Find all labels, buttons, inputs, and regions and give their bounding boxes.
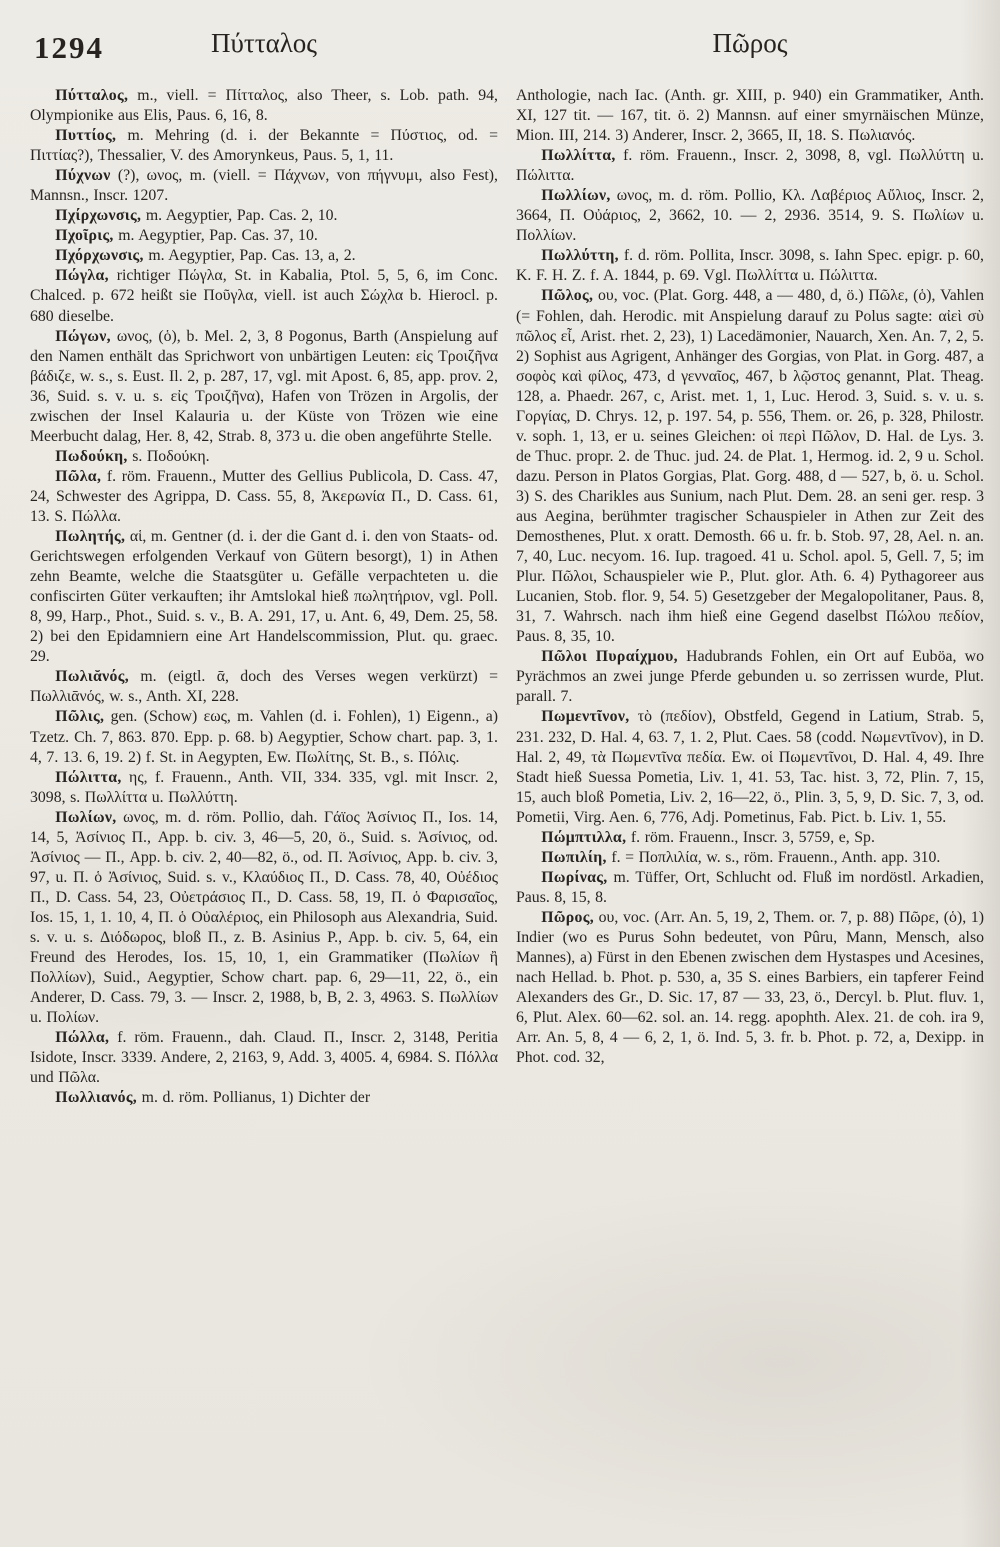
entry-polianos [30, 667, 498, 707]
entry-porinas [516, 868, 984, 908]
entry-pyttios [30, 126, 498, 166]
entry-body: m. Tüffer, Ort, Schlucht od. Fluß im nordöstl. Arkadien, Paus. 8, 15, 8. [516, 868, 984, 906]
entry-poletes [30, 527, 498, 667]
entry-headword: Πῶλοι Πυραίχμου, [541, 648, 678, 666]
entry-politta [30, 768, 498, 808]
entry-headword: Πωλιᾰνός, [55, 668, 129, 686]
entry-body: m. Mehring (d. i. der Bekannte = Πύστιος, od. = Πιττίας?), Thessalier, V. des Amorynkeus, Paus. 5, 1, 11. [30, 127, 498, 165]
entry-body: f. röm. Frauenn., Inscr. 3, 5759, e, Sp. [626, 828, 875, 846]
entry-headword: Πώγλα, [55, 267, 109, 285]
entry-body: m. d. röm. Pollianus, 1) Dichter der [137, 1089, 371, 1107]
entry-headword: Πωλίων, [55, 808, 117, 826]
left-column-running-head: Πύτταλος [211, 28, 317, 58]
entry-headword: Πυττίος, [55, 127, 117, 145]
entry-pollytte [516, 246, 984, 286]
entry-body: richtiger Πώγλα, St. in Kabalia, Ptol. 5, 5, 6, im Conc. Chalced. p. 672 heißt sie Ποῦγλα, viell. ist auch Σώχλα b. Hierocl. p. 680 dieselbe. [30, 267, 498, 325]
entry-headword: Πωδούκη, [55, 447, 128, 465]
entry-headword: Πχίρχωνσις, [55, 207, 142, 225]
entry-headword: Πώλλα, [55, 1029, 110, 1047]
entry-headword: Πωλλίων, [541, 187, 611, 205]
entry-body: τὸ (πεδίον), Obstfeld, Gegend in Latium, Strab. 5, 231. 232, D. Hal. 4, 63. 7, 1. 2, Plut. Caes. 58 (codd. Νωμεντῖνον), in D. Hal. 2, 49, τὰ Πωμεντῖνα πεδία. Ew. οἱ Πωμεντῖνοι, D. Hal. 4, 49. Ihre Stadt hieß Suessa Pometia, Liv. 1, 41. 53, Tac. hist. 3, 72, Plin. 7, 15, 15, auch bloß Pometia, Liv. 2, 16—22, ö., Plin. 3, 5, 9, D. Sic. 7, 3, od. Pometii, Virg. Aen. 6, 776, Adj. Pometinus, Fab. Pict. b. Liv. 1, 55. [516, 708, 984, 826]
text-columns [30, 86, 984, 1108]
right-column [516, 86, 984, 1108]
entry-poros [516, 908, 984, 1068]
right-column-running-head: Πῶρος [712, 28, 788, 58]
entry-body: f. röm. Frauenn., Inscr. 2, 3098, 8, vgl. Πωλλύττη u. Πώλιττα. [516, 147, 984, 185]
entry-headword: Πχόρχωνσις, [55, 247, 144, 265]
entry-body: αἱ, m. Gentner (d. i. der die Gant d. i. den von Staats- od. Gerichtswegen erfolgenden Verkauf von Gütern besorgt), 1) in Athen zehn Beamte, welche die Staatsgüter u. Gefälle verpachteten u. die confiscirten Güter verkauften; ihr Amtslokal hieß πωλητήριον, vgl. Poll. 8, 99, Harp., Phot., Suid. s. v., B. A. 291, 17, u. Ant. 6, 49, Dem. 25, 58. 2) bei den Epidamniern eine Art Handelscommission, Plut. qu. graec. 29. [30, 528, 499, 666]
entry-pogla [30, 266, 498, 326]
entry-podouke [30, 447, 498, 467]
entry-body: ου, voc. (Arr. An. 5, 19, 2, Them. or. 7, p. 88) Πῶρε, (ὁ), 1) Indier (wo es Purus Sohn bedeutet, von Pûru, Mann, Mensch, also Mannes), a) Fürst in den Ebenen zwischen dem Hystaspes und Acesines, nach Hellad. b. Phot. p. 530, a, 35 S. eines Barbiers, ein tapferer Feind Alexanders des Gr., D. Sic. 17, 87 — 33, 23, ö., Dercyl. b. Plut. fluv. 1, 6, Plut. Alex. 60—62. sol. an. 14. regg. apophth. Alex. 21. de coh. ira 9, Arr. An. 5, 8, 4 — 6, 2, 1, ö. Ind. 5, 3. fr. b. Phot. p. 72, a, Dexipp. in Phot. cod. 32, [516, 908, 984, 1067]
entry-pola [30, 467, 498, 527]
entry-pchirchonsis [30, 206, 498, 226]
entry-headword: Πωρίνας, [541, 868, 608, 886]
entry-body: f. röm. Frauenn., dah. Claud. Π., Inscr. 2, 3148, Peritia Isidote, Inscr. 3339. Andere, 2, 2163, 9, Add. 3, 4005. 4, 6984. S. Πόλλα und Πῶλα. [30, 1029, 498, 1087]
entry-body: ου, voc. (Plat. Gorg. 448, a — 480, d, ö.) Πῶλε, (ὁ), Vahlen (= Fohlen, dah. Herodic. mit Anspielung darauf zu Polus sagte: αἰεὶ σὺ πῶλος εἶ, Arist. rhet. 2, 23), 1) Lacedämonier, Nauarch, Xen. An. 7, 2, 5. 2) Sophist aus Agrigent, Anhänger des Gorgias, von Plat. in Gorg. 487, a σοφὸς καὶ φίλος, 473, d γενναῖος, 467, b λῷστος genannt, Plat. Theag. 128, a. Phaedr. 267, c, Arist. met. 1, 1, Luc. Herod. 3, Suid. s. v. u. s. Γοργίας, D. Chrys. 12, p. 197. 54, p. 556, Them. or. 26, p. 328, Philostr. v. soph. 1, 13, er u. seines Gleichen: οἱ περὶ Πῶλον, D. Hal. de Lys. 3. de Thuc. propr. 2. de Thuc. jud. 24. de Plat. 1, Hermog. id. 2, 9 u. Schol. dazu. Person in Platos Gorgias, Plat. Gorg. 488, d — 527, b, ö. u. Schol. 3) S. des Charikles aus Sunium, nach Plut. Dem. 28. an seni ger. resp. 3 aus Aegina, berühmter tragischer Schauspieler in Athen zur Zeit des Demosthenes, Plut. x oratt. Demosth. 66 u. fr. b. Stob. 97, 28, Ael. n. an. 7, 40, Luc. necyom. 16. Iup. tragoed. 41 u. Schol. apol. 5, Gell. 7, 5; im Plur. Πῶλοι, Schauspieler wie P., Plut. glor. Ath. 6. 4) Pythagoreer aus Lucanien, Stob. flor. 9, 54. 5) Gesetzgeber der Megalopolitaner, Paus. 8, 31, 7. Wahrsch. nach ihm hieß eine Gegend daselbst Πώλου πεδίον, Paus. 8, 35, 10. [516, 287, 984, 646]
entry-polla [30, 1028, 498, 1088]
entry-body: Hadubrands Fohlen, ein Ort auf Euböa, wo Pyrächmos an zwei junge Pferde gebunden u. so zerrissen wurde, Plut. parall. 7. [516, 648, 984, 706]
entry-body: f. röm. Frauenn., Mutter des Gellius Publicola, D. Cass. 47, 24, Schwester des Agrippa, D. Cass. 55, 8, Ἀκερωνία Π., D. Cass. 61, 13. S. Πώλλα. [30, 467, 498, 525]
entry-body: ωνος, m. d. röm. Pollio, Κλ. Λαβέριος Αὔλιος, Inscr. 2, 3664, Π. Οὐάριος, 2, 3662, 10. — 2, 2936. 3514, 9. S. Πωλίων u. Πολλίων. [516, 187, 984, 245]
entry-pollion [516, 186, 984, 246]
page-header [30, 26, 984, 78]
entry-headword: Πώμπτιλλα, [541, 828, 627, 846]
entry-headword: Πύχνων [55, 167, 111, 185]
entry-pomptilla [516, 828, 984, 848]
entry-body: (?), ωνος, m. (viell. = Πάχνων, von πήγνυμι, also Fest), Mannsn., Inscr. 1207. [30, 167, 498, 205]
entry-body: m. Aegyptier, Pap. Cas. 13, a, 2. [143, 247, 356, 265]
entry-headword: Πώλιττα, [55, 768, 122, 786]
entry-poloi-pyraichmou [516, 647, 984, 707]
entry-pollianos [30, 1088, 498, 1108]
left-header-cell [30, 26, 498, 78]
entry-body: ωνος, m. d. röm. Pollio, dah. Γάϊος Ἀσίνιος Π., Ios. 14, 14, 5, Ἀσίνιος Π., App. b. civ. 3, 46—5, 20, ö., Suid. s. Ἀσίνιος, od. Ἀσίνιος — Π., App. b. civ. 2, 40—82, ö., od. Π. Ἀσίνιος, App. b. civ. 3, 97, u. Π. ὁ Ἀσίνιος, Suid. s. v., Κλαύδιος Π., D. Cass. 78, 40, Οὐέδιος Π., D. Cass. 54, 23, Οὐετράσιος Π., D. Cass. 58, 19, Π. ὁ Φαρισαῖος, Ios. 15, 1, 1. 10, 4, Π. ὁ Οὐαλέριος, ein Philosoph aus Alexandria, Suid. s. v. u. s. Διόδωρος, bloß Π., z. B. Asinius P., App. b. civ. 5, 64, ein Freund des Herodes, Ios. 15, 10, 1, ein Grammatiker (Πωλίων ἢ Πολλίων), Suid., Aegyptier, Schow chart. pap. 6, 29—11, 22, ö., ein Anderer, D. Cass. 79, 3. — Inscr. 2, 1988, b, B, 2. 3, 4963. S. Πωλλίων u. Πολίων. [30, 808, 498, 1027]
entry-pyttalos [30, 86, 498, 126]
entry-headword: Πωμεντῖνον, [541, 708, 630, 726]
entry-polion [30, 808, 498, 1029]
entry-headword: Πωλλίττα, [541, 147, 616, 165]
entry-popilie [516, 848, 984, 868]
entry-pogon [30, 327, 498, 447]
entry-headword: Πῶλος, [541, 287, 594, 305]
entry-pychnon [30, 166, 498, 206]
entry-body: ωνος, (ὁ), b. Mel. 2, 3, 8 Pogonus, Barth (Anspielung auf den Namen enthält das Sprichwort von unbärtigen Leuten: εἰς Τροιζῆνα βάδιζε, w. s., s. Eust. Il. 2, p. 287, 17, vgl. mit Apost. 6, 85, app. prov. 2, 36, Suid. s. v. u. s. εἰς Τροιζῆνα), Hafen von Trözen in Argolis, der zwischen der Insel Kalauria u. der Küste von Trözen wie eine Meerbucht dalag, Her. 8, 42, Strab. 8, 373 u. die oben angeführte Stelle. [30, 327, 498, 445]
entry-pomentinon [516, 707, 984, 827]
entry-body: f. = Ποπλιλία, w. s., röm. Frauenn., Anth. app. 310. [606, 848, 941, 866]
entry-headword: Πωλλύττη, [541, 247, 619, 265]
entry-pchoiris [30, 226, 498, 246]
entry-headword: Πῶλις, [55, 708, 105, 726]
entry-body: s. Ποδούκη. [127, 447, 210, 465]
left-column [30, 86, 498, 1108]
entry-body: gen. (Schow) εως, m. Vahlen (d. i. Fohlen), 1) Eigenn., a) Tzetz. Ch. 7, 863. 870. Epp. p. 68. b) Aegyptier, Schow chart. pap. 3, 1. 4, 7. 13. 6, 19. 2) f. St. in Aegypten, Ew. Πωλίτης, St. B., s. Πόλις. [30, 708, 498, 766]
entry-polis [30, 707, 498, 767]
entry-headword: Πώγων, [55, 327, 111, 345]
entry-headword: Πωπιλίη, [541, 848, 607, 866]
entry-body: m., viell. = Πίτταλος, also Theer, s. Lob. path. 94, Olympionike aus Elis, Paus. 6, 16, 8. [30, 87, 498, 125]
entry-headword: Πωλητής, [55, 528, 126, 546]
entry-headword: Πωλλιανός, [55, 1089, 138, 1107]
entry-polos [516, 286, 984, 647]
entry-body: m. Aegyptier, Pap. Cas. 37, 10. [113, 227, 318, 245]
entry-pchorchonsis [30, 246, 498, 266]
entry-headword: Πῶρος, [541, 908, 594, 926]
entry-body: f. d. röm. Pollita, Inscr. 3098, s. Iahn Spec. epigr. p. 60, K. F. H. Z. f. A. 1844, p. 69. Vgl. Πωλλίττα u. Πώλιττα. [516, 247, 984, 285]
entry-pollianos-continuation [516, 86, 984, 146]
entry-headword: Πύτταλος, [55, 87, 129, 104]
entry-body: ης, f. Frauenn., Anth. VII, 334. 335, vgl. mit Inscr. 2, 3098, s. Πωλλίττα u. Πωλλύττη. [30, 768, 498, 806]
entry-body: m. Aegyptier, Pap. Cas. 2, 10. [141, 207, 338, 225]
entry-pollitta [516, 146, 984, 186]
entry-headword: Πῶλα, [55, 467, 102, 485]
entry-headword: Πχοῖρις, [55, 227, 114, 245]
right-header-cell [516, 26, 984, 78]
page-number: 1294 [34, 30, 104, 65]
entry-body: Anthologie, nach Iac. (Anth. gr. XIII, p. 940) ein Grammatiker, Anth. XI, 127 tit. — 167, tit. ö. 2) Mannsn. auf einer smyrnäischen Münze, Mion. III, 214. 3) Anderer, Inscr. 2, 3665, II, 18. S. Πωλιανός. [516, 87, 984, 145]
entry-body: m. (eigtl. ᾱ, doch des Verses wegen verkürzt) = Πωλλιᾱνός, w. s., Anth. XI, 228. [30, 668, 498, 706]
